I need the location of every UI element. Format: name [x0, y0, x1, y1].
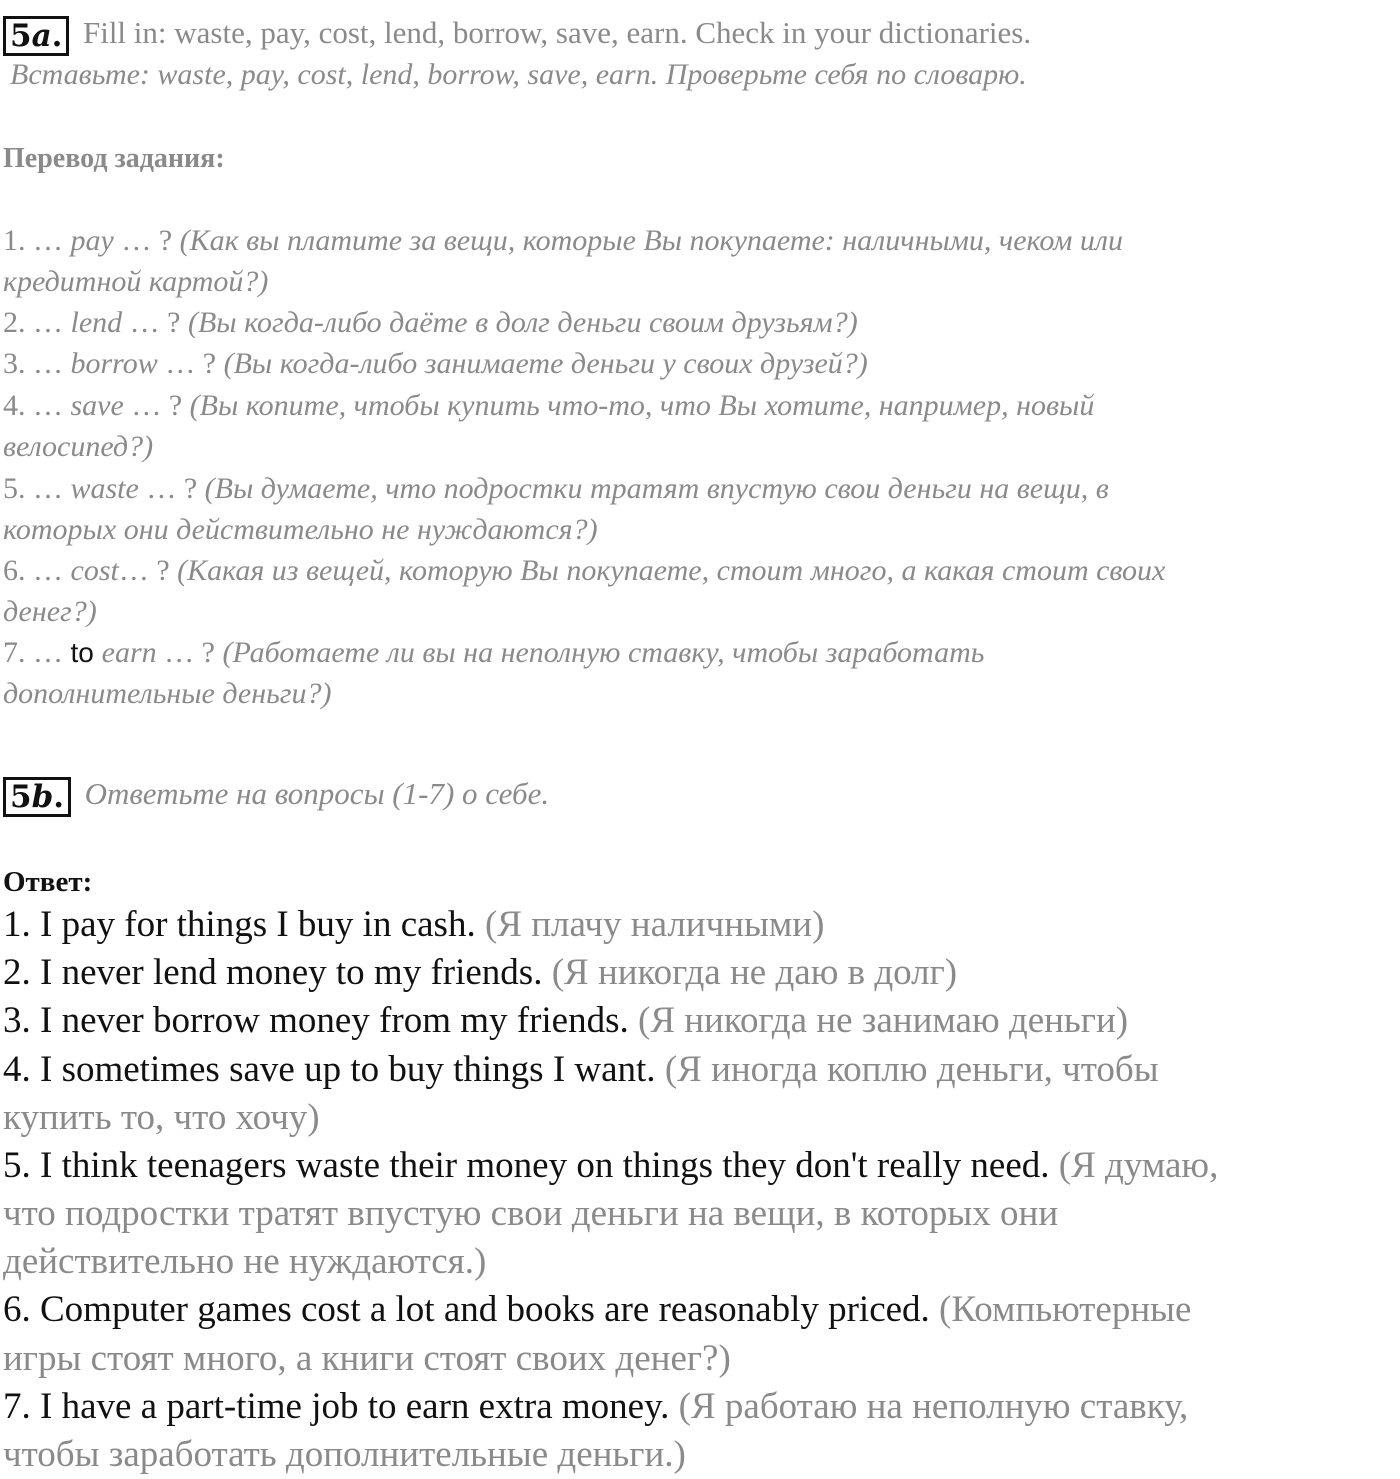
task-suffix: … ? — [113, 224, 180, 257]
exercise-5a-badge — [3, 16, 69, 56]
task-word: earn — [101, 636, 157, 669]
task-word: pay — [70, 224, 114, 257]
answer-russian: (Я плачу наличными) — [484, 904, 825, 945]
answer-russian: (Я никогда не даю в долг) — [551, 952, 958, 993]
task-item-3 — [3, 343, 868, 384]
answer-item-4-continued: купить то, что хочу) — [3, 1097, 320, 1138]
answer-item-4 — [3, 1046, 1159, 1094]
task-suffix: … ? — [123, 389, 190, 422]
task-item-1 — [3, 220, 1123, 261]
badge-letter: b — [31, 779, 54, 816]
answer-heading: Ответ: — [3, 866, 93, 898]
task-prefix: 4. … — [3, 389, 71, 422]
task-prefix: 6. … — [3, 554, 71, 587]
answer-english: 3. I never borrow money from my friends. — [3, 1000, 638, 1041]
exercise-5a-header — [3, 12, 1031, 56]
task-prefix: 3. … — [3, 347, 71, 380]
task-item-6-continued: денег?) — [3, 595, 97, 628]
task-word: waste — [70, 472, 139, 505]
task-suffix: … ? — [138, 472, 205, 505]
task-translation: (Вы когда-либо даёте в долг деньги своим друзьям?) — [187, 306, 858, 339]
task-prefix: 2. … — [3, 306, 71, 339]
answer-english: 6. Computer games cost a lot and books are reasonably priced. — [3, 1289, 940, 1330]
task-suffix: … ? — [118, 554, 178, 587]
answer-item-7-continued: чтобы заработать дополнительные деньги.) — [3, 1434, 686, 1475]
task-word: borrow — [70, 347, 158, 380]
task-item-2 — [3, 302, 858, 343]
exercise-5b-header — [3, 773, 549, 817]
task-word: save — [70, 389, 124, 422]
answer-item-1 — [3, 901, 824, 949]
task-prefix: 5. … — [3, 472, 71, 505]
instruction-en: Fill in: waste, pay, cost, lend, borrow, save, earn. Check in your dictionaries. — [82, 15, 1032, 50]
answer-item-3 — [3, 997, 1128, 1045]
task-item-7-continued: дополнительные деньги?) — [3, 677, 332, 710]
answer-english: 2. I never lend money to my friends. — [3, 952, 552, 993]
answer-russian: (Я никогда не занимаю деньги) — [638, 1000, 1129, 1041]
task-suffix: … ? — [122, 306, 188, 339]
instruction-ru: Вставьте: waste, pay, cost, lend, borrow, save, earn. Проверьте себя по словарю. — [10, 58, 1027, 91]
answer-russian: (Я думаю, — [1058, 1145, 1219, 1186]
task-translation: (Как вы платите за вещи, которые Вы покупаете: наличными, чеком или — [179, 224, 1124, 257]
answer-item-5-continued: что подростки тратят впустую свои деньги на вещи, в которых они — [3, 1193, 1059, 1234]
task-prefix: 7. … — [3, 636, 71, 669]
badge-letter: a — [31, 18, 52, 55]
task-translation: (Работаете ли вы на неполную ставку, чтобы заработать — [222, 636, 985, 669]
task-word: lend — [70, 306, 123, 339]
task-translation: (Вы когда-либо занимаете деньги у своих друзей?) — [223, 347, 868, 380]
task-item-6 — [3, 550, 1165, 591]
answer-russian: (Я работаю на неполную ставку, — [678, 1386, 1189, 1427]
answer-english: 1. I pay for things I buy in cash. — [3, 904, 485, 945]
answer-english: 5. I think teenagers waste their money on things they don't really need. — [3, 1145, 1059, 1186]
badge-number: 5 — [10, 18, 32, 55]
answer-item-7 — [3, 1383, 1188, 1431]
badge-dot: . — [53, 779, 65, 816]
answer-english: 4. I sometimes save up to buy things I want. — [3, 1049, 665, 1090]
task-pre-word: to — [70, 637, 102, 668]
answer-item-5 — [3, 1142, 1218, 1190]
task-item-1-continued: кредитной картой?) — [3, 265, 269, 298]
task-item-4 — [3, 385, 1094, 426]
task-item-5-continued: которых они действительно не нуждаются?) — [3, 513, 598, 546]
task-prefix: 1. … — [3, 224, 71, 257]
answer-item-2 — [3, 949, 957, 997]
answer-item-5-continued-2: действительно не нуждаются.) — [3, 1241, 487, 1282]
task-translation: (Вы думаете, что подростки тратят впустую свои деньги на вещи, в — [204, 472, 1109, 505]
badge-dot: . — [51, 18, 63, 55]
answer-english: 7. I have a part-time job to earn extra money. — [3, 1386, 679, 1427]
task-item-4-continued: велосипед?) — [3, 430, 154, 463]
answer-item-6 — [3, 1286, 1191, 1334]
task-translation: (Какая из вещей, которую Вы покупаете, стоит много, а какая стоит своих — [177, 554, 1166, 587]
instruction-ru-5b: Ответьте на вопросы (1-7) о себе. — [84, 776, 550, 811]
task-word: cost — [70, 554, 119, 587]
answer-russian: (Я иногда коплю деньги, чтобы — [664, 1049, 1159, 1090]
translation-heading: Перевод задания: — [3, 143, 225, 174]
task-item-7 — [3, 632, 984, 673]
answer-item-6-continued: игры стоят много, а книги стоят своих денег?) — [3, 1338, 731, 1379]
task-translation: (Вы копите, чтобы купить что-то, что Вы хотите, например, новый — [189, 389, 1095, 422]
task-suffix: … ? — [157, 347, 224, 380]
answer-russian: (Компьютерные — [939, 1289, 1192, 1330]
task-item-5 — [3, 468, 1109, 509]
task-suffix: … ? — [156, 636, 223, 669]
exercise-5b-badge — [3, 777, 71, 817]
badge-number: 5 — [10, 779, 32, 816]
